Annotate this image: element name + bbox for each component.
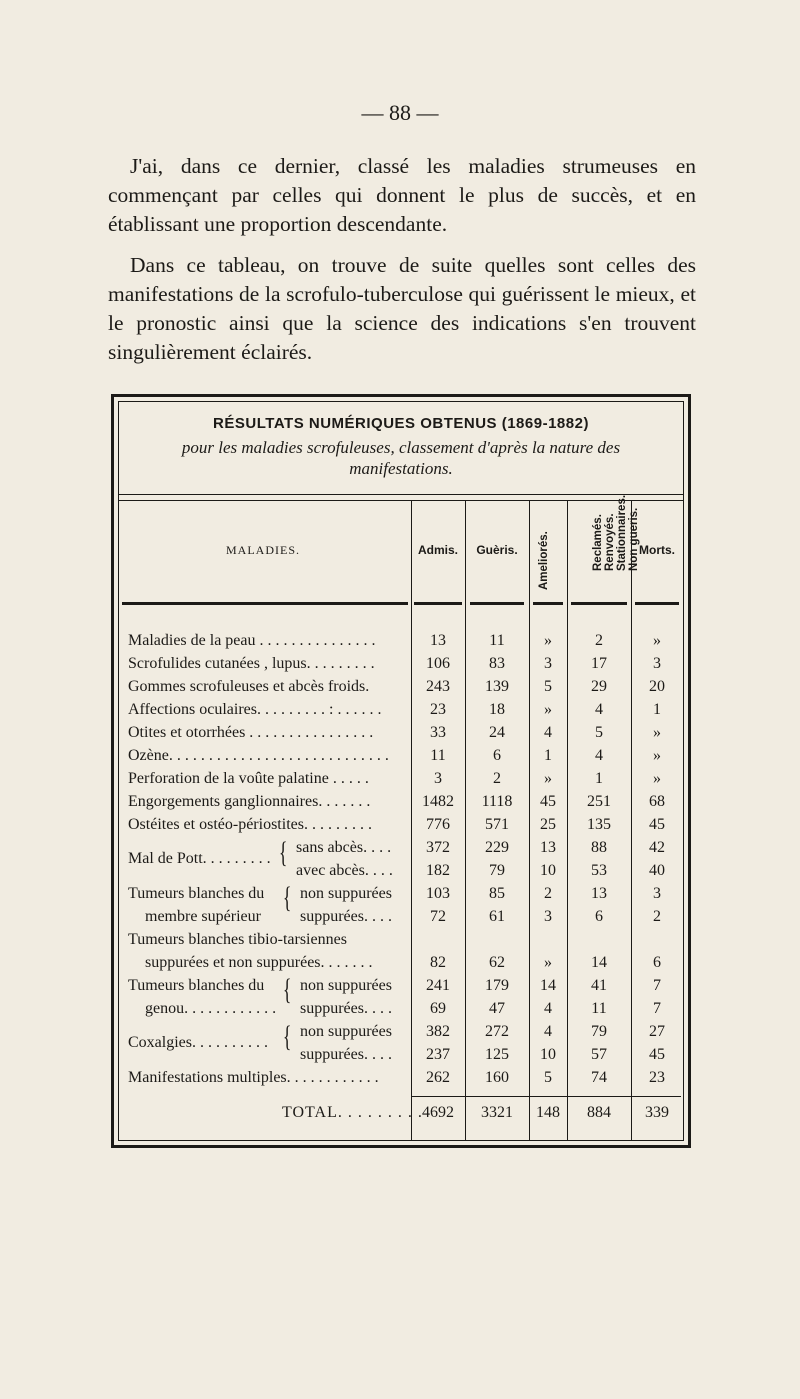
row-sublabel: suppurées. . . . <box>300 1000 392 1017</box>
cell-morts: 23 <box>649 1069 665 1086</box>
cell-admis: 776 <box>426 816 450 833</box>
header-gueris: Guèris. <box>476 543 518 557</box>
row-sublabel: non suppurées <box>300 885 392 902</box>
cell-morts: » <box>653 632 661 649</box>
cell-ameliores: 5 <box>544 678 552 695</box>
brace-genou: { <box>282 973 292 1006</box>
cell-gueris: 62 <box>489 954 505 971</box>
cell-reclames: 29 <box>591 678 607 695</box>
cell-morts: 20 <box>649 678 665 695</box>
row-sublabel: suppurées. . . . <box>300 908 392 925</box>
cell-morts: » <box>653 747 661 764</box>
row-sublabel: avec abcès. . . . <box>296 862 393 879</box>
row-label: suppurées et non suppurées. . . . . . . <box>145 954 373 971</box>
row-group-label: Coxalgies. . . . . . . . . . <box>128 1034 268 1051</box>
row-sublabel: sans abcès. . . . <box>296 839 392 856</box>
cell-ameliores: 1 <box>544 747 552 764</box>
row-label: Otites et otorrhées . . . . . . . . . . . . . . . . <box>128 724 374 741</box>
cell-admis: 262 <box>426 1069 450 1086</box>
cell-morts: » <box>653 724 661 741</box>
cell-gueris: 229 <box>485 839 509 856</box>
total-label: TOTAL. . . . . . . . . <box>282 1104 423 1121</box>
cell-admis: 13 <box>430 632 446 649</box>
cell-gueris: 6 <box>493 747 501 764</box>
cell-morts: 3 <box>653 885 661 902</box>
cell-morts: 42 <box>649 839 665 856</box>
cell-gueris: 61 <box>489 908 505 925</box>
cell-reclames: 41 <box>591 977 607 994</box>
row-sublabel: suppurées. . . . <box>300 1046 392 1063</box>
row-group-label: Mal de Pott. . . . . . . . . <box>128 850 271 867</box>
cell-ameliores: 13 <box>540 839 556 856</box>
table-subtitle: pour les maladies scrofuleuses, classement d'après la nature des manifestations. <box>181 438 621 478</box>
total-gueris: 3321 <box>481 1104 513 1121</box>
cell-reclames: 4 <box>595 701 603 718</box>
row-label: Gommes scrofuleuses et abcès froids. <box>128 678 370 695</box>
col-divider-2 <box>465 500 466 1140</box>
cell-admis: 106 <box>426 655 450 672</box>
cell-admis: 11 <box>430 747 446 764</box>
header-rule-reclames <box>571 602 627 605</box>
row-label: Perforation de la voûte palatine . . . . . <box>128 770 369 787</box>
cell-admis: 241 <box>426 977 450 994</box>
row-group-label: Tumeurs blanches du <box>128 885 265 902</box>
cell-ameliores: 4 <box>544 1000 552 1017</box>
cell-gueris: 179 <box>485 977 509 994</box>
cell-reclames: 251 <box>587 793 611 810</box>
cell-reclames: 79 <box>591 1023 607 1040</box>
cell-reclames: 6 <box>595 908 603 925</box>
cell-gueris: 83 <box>489 655 505 672</box>
paragraph-2: Dans ce tableau, on trouve de suite quelles sont celles des manifestations de la scrofulo-tuberculose qui guérissent le mieux, et le pronostic ainsi que la science des indications s'en trouvent singulièrement éclairés. <box>108 253 696 364</box>
cell-admis: 72 <box>430 908 446 925</box>
cell-morts: 27 <box>649 1023 665 1040</box>
col-divider-3 <box>529 500 530 1140</box>
header-rule-admis <box>414 602 462 605</box>
cell-morts: 45 <box>649 1046 665 1063</box>
row-label: Scrofulides cutanées , lupus. . . . . . . . . <box>128 655 375 672</box>
header-reclames-3: Stationnaires. <box>616 494 628 571</box>
cell-gueris: 1118 <box>481 793 513 810</box>
brace-coxalgies: { <box>282 1020 292 1053</box>
cell-morts: 6 <box>653 954 661 971</box>
cell-ameliores: 5 <box>544 1069 552 1086</box>
header-rule-gueris <box>470 602 524 605</box>
cell-admis: 237 <box>426 1046 450 1063</box>
cell-morts: 1 <box>653 701 661 718</box>
cell-gueris: 125 <box>485 1046 509 1063</box>
cell-ameliores: 25 <box>540 816 556 833</box>
header-rule-maladies <box>122 602 408 605</box>
cell-reclames: 2 <box>595 632 603 649</box>
cell-morts: 7 <box>653 977 661 994</box>
cell-admis: 382 <box>426 1023 450 1040</box>
cell-admis: 3 <box>434 770 442 787</box>
header-reclames-1: Reclamés. <box>592 514 604 571</box>
cell-reclames: 57 <box>591 1046 607 1063</box>
cell-ameliores: 2 <box>544 885 552 902</box>
cell-reclames: 13 <box>591 885 607 902</box>
cell-gueris: 24 <box>489 724 505 741</box>
cell-gueris: 11 <box>489 632 505 649</box>
cell-reclames: 135 <box>587 816 611 833</box>
cell-morts: 45 <box>649 816 665 833</box>
col-divider-4 <box>567 500 568 1140</box>
cell-reclames: 11 <box>591 1000 607 1017</box>
cell-reclames: 14 <box>591 954 607 971</box>
cell-ameliores: 3 <box>544 655 552 672</box>
col-divider-5 <box>631 500 632 1140</box>
cell-morts: 68 <box>649 793 665 810</box>
header-rule-ameliores <box>533 602 563 605</box>
cell-gueris: 272 <box>485 1023 509 1040</box>
cell-reclames: 17 <box>591 655 607 672</box>
cell-reclames: 1 <box>595 770 603 787</box>
cell-admis: 243 <box>426 678 450 695</box>
intro-text <box>108 152 696 367</box>
cell-admis: 23 <box>430 701 446 718</box>
cell-ameliores: 10 <box>540 862 556 879</box>
cell-reclames: 4 <box>595 747 603 764</box>
cell-gueris: 571 <box>485 816 509 833</box>
cell-gueris: 47 <box>489 1000 505 1017</box>
brace-membre-superieur: { <box>282 881 292 914</box>
page-number: — 88 — <box>361 100 439 125</box>
cell-admis: 182 <box>426 862 450 879</box>
row-sublabel: non suppurées <box>300 977 392 994</box>
cell-ameliores: 45 <box>540 793 556 810</box>
total-rule <box>411 1096 681 1097</box>
cell-morts: 40 <box>649 862 665 879</box>
row-label: Engorgements ganglionnaires. . . . . . . <box>128 793 371 810</box>
total-ameliores: 148 <box>536 1104 560 1121</box>
cell-gueris: 2 <box>493 770 501 787</box>
cell-admis: 372 <box>426 839 450 856</box>
cell-reclames: 5 <box>595 724 603 741</box>
cell-gueris: 79 <box>489 862 505 879</box>
cell-reclames: 74 <box>591 1069 607 1086</box>
cell-admis: 1482 <box>422 793 454 810</box>
cell-gueris: 85 <box>489 885 505 902</box>
cell-morts: » <box>653 770 661 787</box>
row-group-label: genou. . . . . . . . . . . . <box>145 1000 277 1017</box>
row-label: Maladies de la peau . . . . . . . . . . . . . . . <box>128 632 376 649</box>
cell-reclames: 88 <box>591 839 607 856</box>
cell-ameliores: 4 <box>544 724 552 741</box>
cell-ameliores: » <box>544 632 552 649</box>
cell-morts: 2 <box>653 908 661 925</box>
row-label: Ostéites et ostéo-périostites. . . . . . . . . <box>128 816 372 833</box>
header-reclames-4: Non gueris. <box>628 507 640 571</box>
cell-ameliores: 10 <box>540 1046 556 1063</box>
cell-admis: 103 <box>426 885 450 902</box>
row-label: Affections oculaires. . . . . . . . . : . . . . . . <box>128 701 382 718</box>
cell-gueris: 160 <box>485 1069 509 1086</box>
header-reclames-2: Renvoyés. <box>604 513 616 571</box>
total-morts: 339 <box>645 1104 669 1121</box>
cell-gueris: 18 <box>489 701 505 718</box>
total-admis: 4692 <box>422 1104 454 1121</box>
header-morts: Morts. <box>639 543 675 557</box>
cell-admis: 69 <box>430 1000 446 1017</box>
cell-admis: 33 <box>430 724 446 741</box>
cell-gueris: 139 <box>485 678 509 695</box>
cell-ameliores: » <box>544 954 552 971</box>
row-label: Manifestations multiples. . . . . . . . . . . . <box>128 1069 379 1086</box>
cell-admis: 82 <box>430 954 446 971</box>
total-reclames: 884 <box>587 1104 611 1121</box>
table-title: RÉSULTATS NUMÉRIQUES OBTENUS (1869-1882) <box>213 415 589 432</box>
header-rule-morts <box>635 602 679 605</box>
row-group-label: Tumeurs blanches du <box>128 977 265 994</box>
cell-reclames: 53 <box>591 862 607 879</box>
header-maladies: MALADIES. <box>226 543 300 557</box>
row-sublabel: non suppurées <box>300 1023 392 1040</box>
cell-morts: 3 <box>653 655 661 672</box>
row-group-label: Tumeurs blanches tibio-tarsiennes <box>128 931 347 948</box>
row-group-label: membre supérieur <box>145 908 261 925</box>
row-label: Ozène. . . . . . . . . . . . . . . . . . . . . . . . . . . . <box>128 747 389 764</box>
header-ameliores: Ameliorés. <box>538 531 550 590</box>
cell-morts: 7 <box>653 1000 661 1017</box>
col-divider-1 <box>411 500 412 1140</box>
cell-ameliores: » <box>544 770 552 787</box>
cell-ameliores: » <box>544 701 552 718</box>
cell-ameliores: 3 <box>544 908 552 925</box>
paragraph-1: J'ai, dans ce dernier, classé les maladies strumeuses en commençant par celles qui donnent le plus de succès, et en établissant une proportion descendante. <box>108 154 696 236</box>
header-admis: Admis. <box>417 543 458 557</box>
brace-mal-de-pott: { <box>278 836 288 869</box>
cell-ameliores: 4 <box>544 1023 552 1040</box>
cell-ameliores: 14 <box>540 977 556 994</box>
